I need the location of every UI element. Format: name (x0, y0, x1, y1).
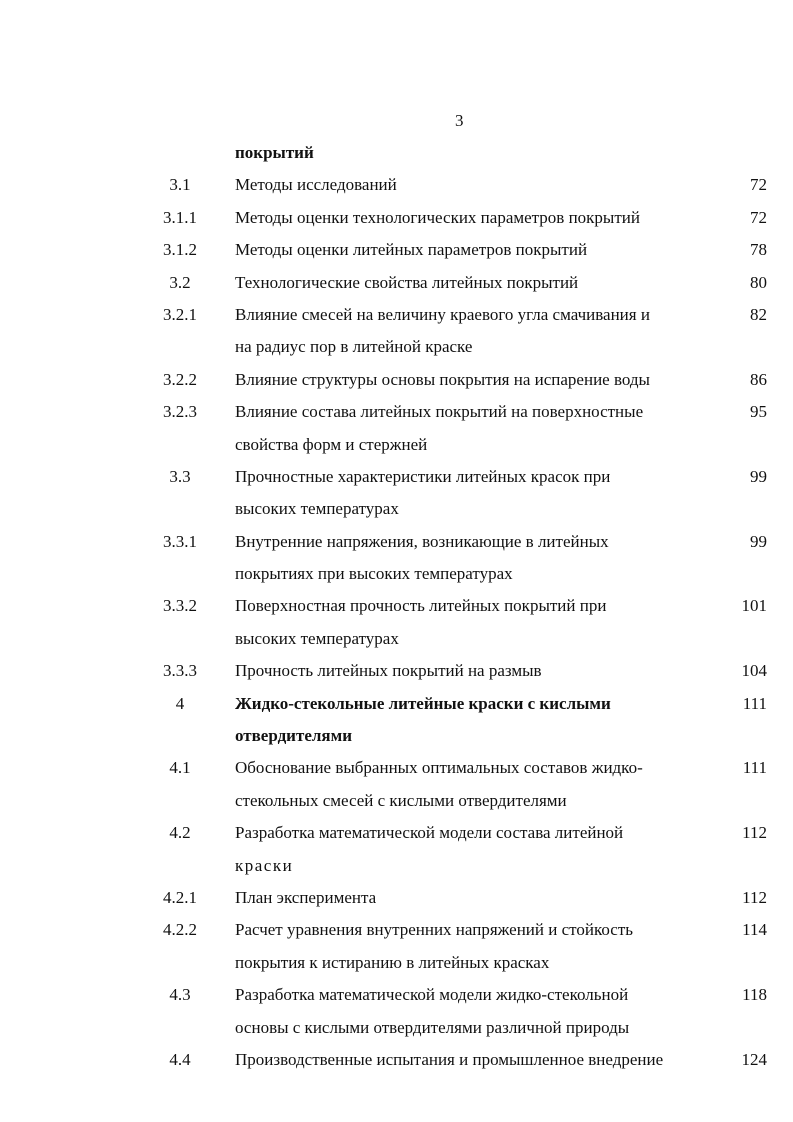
toc-page-number: 82 (750, 304, 767, 324)
toc-row (0, 429, 793, 461)
toc-section-number: 4.1 (169, 758, 191, 778)
toc-entry-title: отвердителями (235, 726, 352, 746)
toc-row (0, 493, 793, 525)
toc-section-number: 4.3 (169, 985, 191, 1005)
toc-section-number: 3.2 (169, 272, 191, 292)
toc-entry-title: стекольных смесей с кислыми отвердителями (235, 790, 567, 810)
toc-entry-title: Поверхностная прочность литейных покрытий при (235, 596, 607, 616)
toc-row (0, 1044, 793, 1076)
toc-entry-title: покрытия к истиранию в литейных красках (235, 952, 550, 972)
toc-row (0, 331, 793, 363)
toc-row (0, 364, 793, 396)
toc-entry-title: высоких температурах (235, 628, 399, 648)
toc-page-number: 86 (750, 369, 767, 389)
toc-row (0, 299, 793, 331)
toc-row (0, 720, 793, 752)
toc-page-number: 78 (750, 240, 767, 260)
toc-row (0, 267, 793, 299)
page-number: 3 (455, 111, 464, 130)
toc-row (0, 1012, 793, 1044)
toc-row (0, 526, 793, 558)
toc-section-number: 4.2.2 (163, 920, 197, 940)
toc-row (0, 914, 793, 946)
toc-entry-title: Прочностные характеристики литейных красок при (235, 466, 611, 486)
toc-section-number: 4.2 (169, 823, 191, 843)
toc-row (0, 882, 793, 914)
toc-entry-title: Разработка математической модели состава литейной (235, 823, 624, 843)
toc-page-number: 99 (750, 466, 767, 486)
toc-section-number: 3.3.3 (163, 661, 197, 681)
toc-page-number: 104 (741, 661, 767, 681)
toc-row (0, 979, 793, 1011)
toc-row (0, 785, 793, 817)
toc-entry-title: высоких температурах (235, 499, 399, 519)
toc-page-number: 114 (742, 920, 767, 940)
toc-section-number: 3.2.3 (163, 402, 197, 422)
toc-row (0, 817, 793, 849)
toc-entry-title: Влияние структуры основы покрытия на испарение воды (235, 369, 650, 389)
toc-section-number: 3.2.2 (163, 369, 197, 389)
toc-entry-title: Методы оценки технологических параметров покрытий (235, 207, 640, 227)
toc-section-number: 3.3 (169, 466, 191, 486)
toc-entry-title: Методы оценки литейных параметров покрытий (235, 240, 588, 260)
toc-entry-title: Прочность литейных покрытий на размыв (235, 661, 542, 681)
toc-entry-title: Расчет уравнения внутренних напряжений и стойкость (235, 920, 633, 940)
toc-section-number: 4.2.1 (163, 887, 197, 907)
toc-section-number: 3.3.1 (163, 531, 197, 551)
toc-page-number: 80 (750, 272, 767, 292)
toc-page-number: 112 (742, 823, 767, 843)
toc-entry-title: Производственные испытания и промышленное внедрение (235, 1049, 664, 1069)
toc-page-number: 101 (741, 596, 767, 616)
toc-row (0, 655, 793, 687)
toc-section-number: 3.3.2 (163, 596, 197, 616)
toc-page-number: 99 (750, 531, 767, 551)
toc-section-number: 3.1.1 (163, 207, 197, 227)
toc-row (0, 590, 793, 622)
toc-entry-title: свойства форм и стержней (235, 434, 428, 454)
toc-entry-title: основы с кислыми отвердителями различной природы (235, 1017, 630, 1037)
toc-section-number: 3.1 (169, 175, 191, 195)
toc-section-number: 3.1.2 (163, 240, 197, 260)
toc-page-number: 112 (742, 887, 767, 907)
toc-entry-title: Методы исследований (235, 175, 397, 195)
toc-row (0, 623, 793, 655)
toc-row (0, 947, 793, 979)
toc-page-number: 111 (742, 693, 767, 713)
toc-page-number: 124 (741, 1049, 767, 1069)
toc-entry-title: краски (235, 855, 294, 875)
toc-row (0, 461, 793, 493)
toc-section-number: 3.2.1 (163, 304, 197, 324)
toc-entry-title: покрытиях при высоких температурах (235, 564, 513, 584)
toc-row (0, 558, 793, 590)
toc-section-number: 4 (175, 693, 185, 713)
toc-entry-title: План эксперимента (235, 887, 377, 907)
toc-entry-title: покрытий (235, 143, 314, 162)
toc-page-number: 72 (750, 175, 767, 195)
toc-page-number: 72 (750, 207, 767, 227)
toc-entry-title: Внутренние напряжения, возникающие в литейных (235, 531, 609, 551)
toc-row (0, 234, 793, 266)
toc-page-number: 118 (742, 985, 767, 1005)
toc-page-number: 95 (750, 402, 767, 422)
toc-entry-title: Технологические свойства литейных покрытий (235, 272, 579, 292)
toc-entry-title: Разработка математической модели жидко-стекольной (235, 985, 629, 1005)
toc-entry-title: на радиус пор в литейной краске (235, 337, 473, 357)
toc-entry-title: Влияние смесей на величину краевого угла смачивания и (235, 304, 650, 324)
toc-entry-title: Обоснование выбранных оптимальных составов жидко- (235, 758, 643, 778)
toc-section-number: 4.4 (169, 1049, 191, 1069)
toc-row (0, 688, 793, 720)
table-of-contents (0, 137, 793, 1076)
toc-entry-title: Влияние состава литейных покрытий на поверхностные (235, 402, 644, 422)
toc-row (0, 752, 793, 784)
toc-row (0, 850, 793, 882)
toc-row (0, 169, 793, 201)
toc-row (0, 202, 793, 234)
toc-row (0, 137, 793, 169)
toc-row (0, 396, 793, 428)
toc-entry-title: Жидко-стекольные литейные краски с кислыми (235, 693, 611, 713)
toc-page-number: 111 (742, 758, 767, 778)
